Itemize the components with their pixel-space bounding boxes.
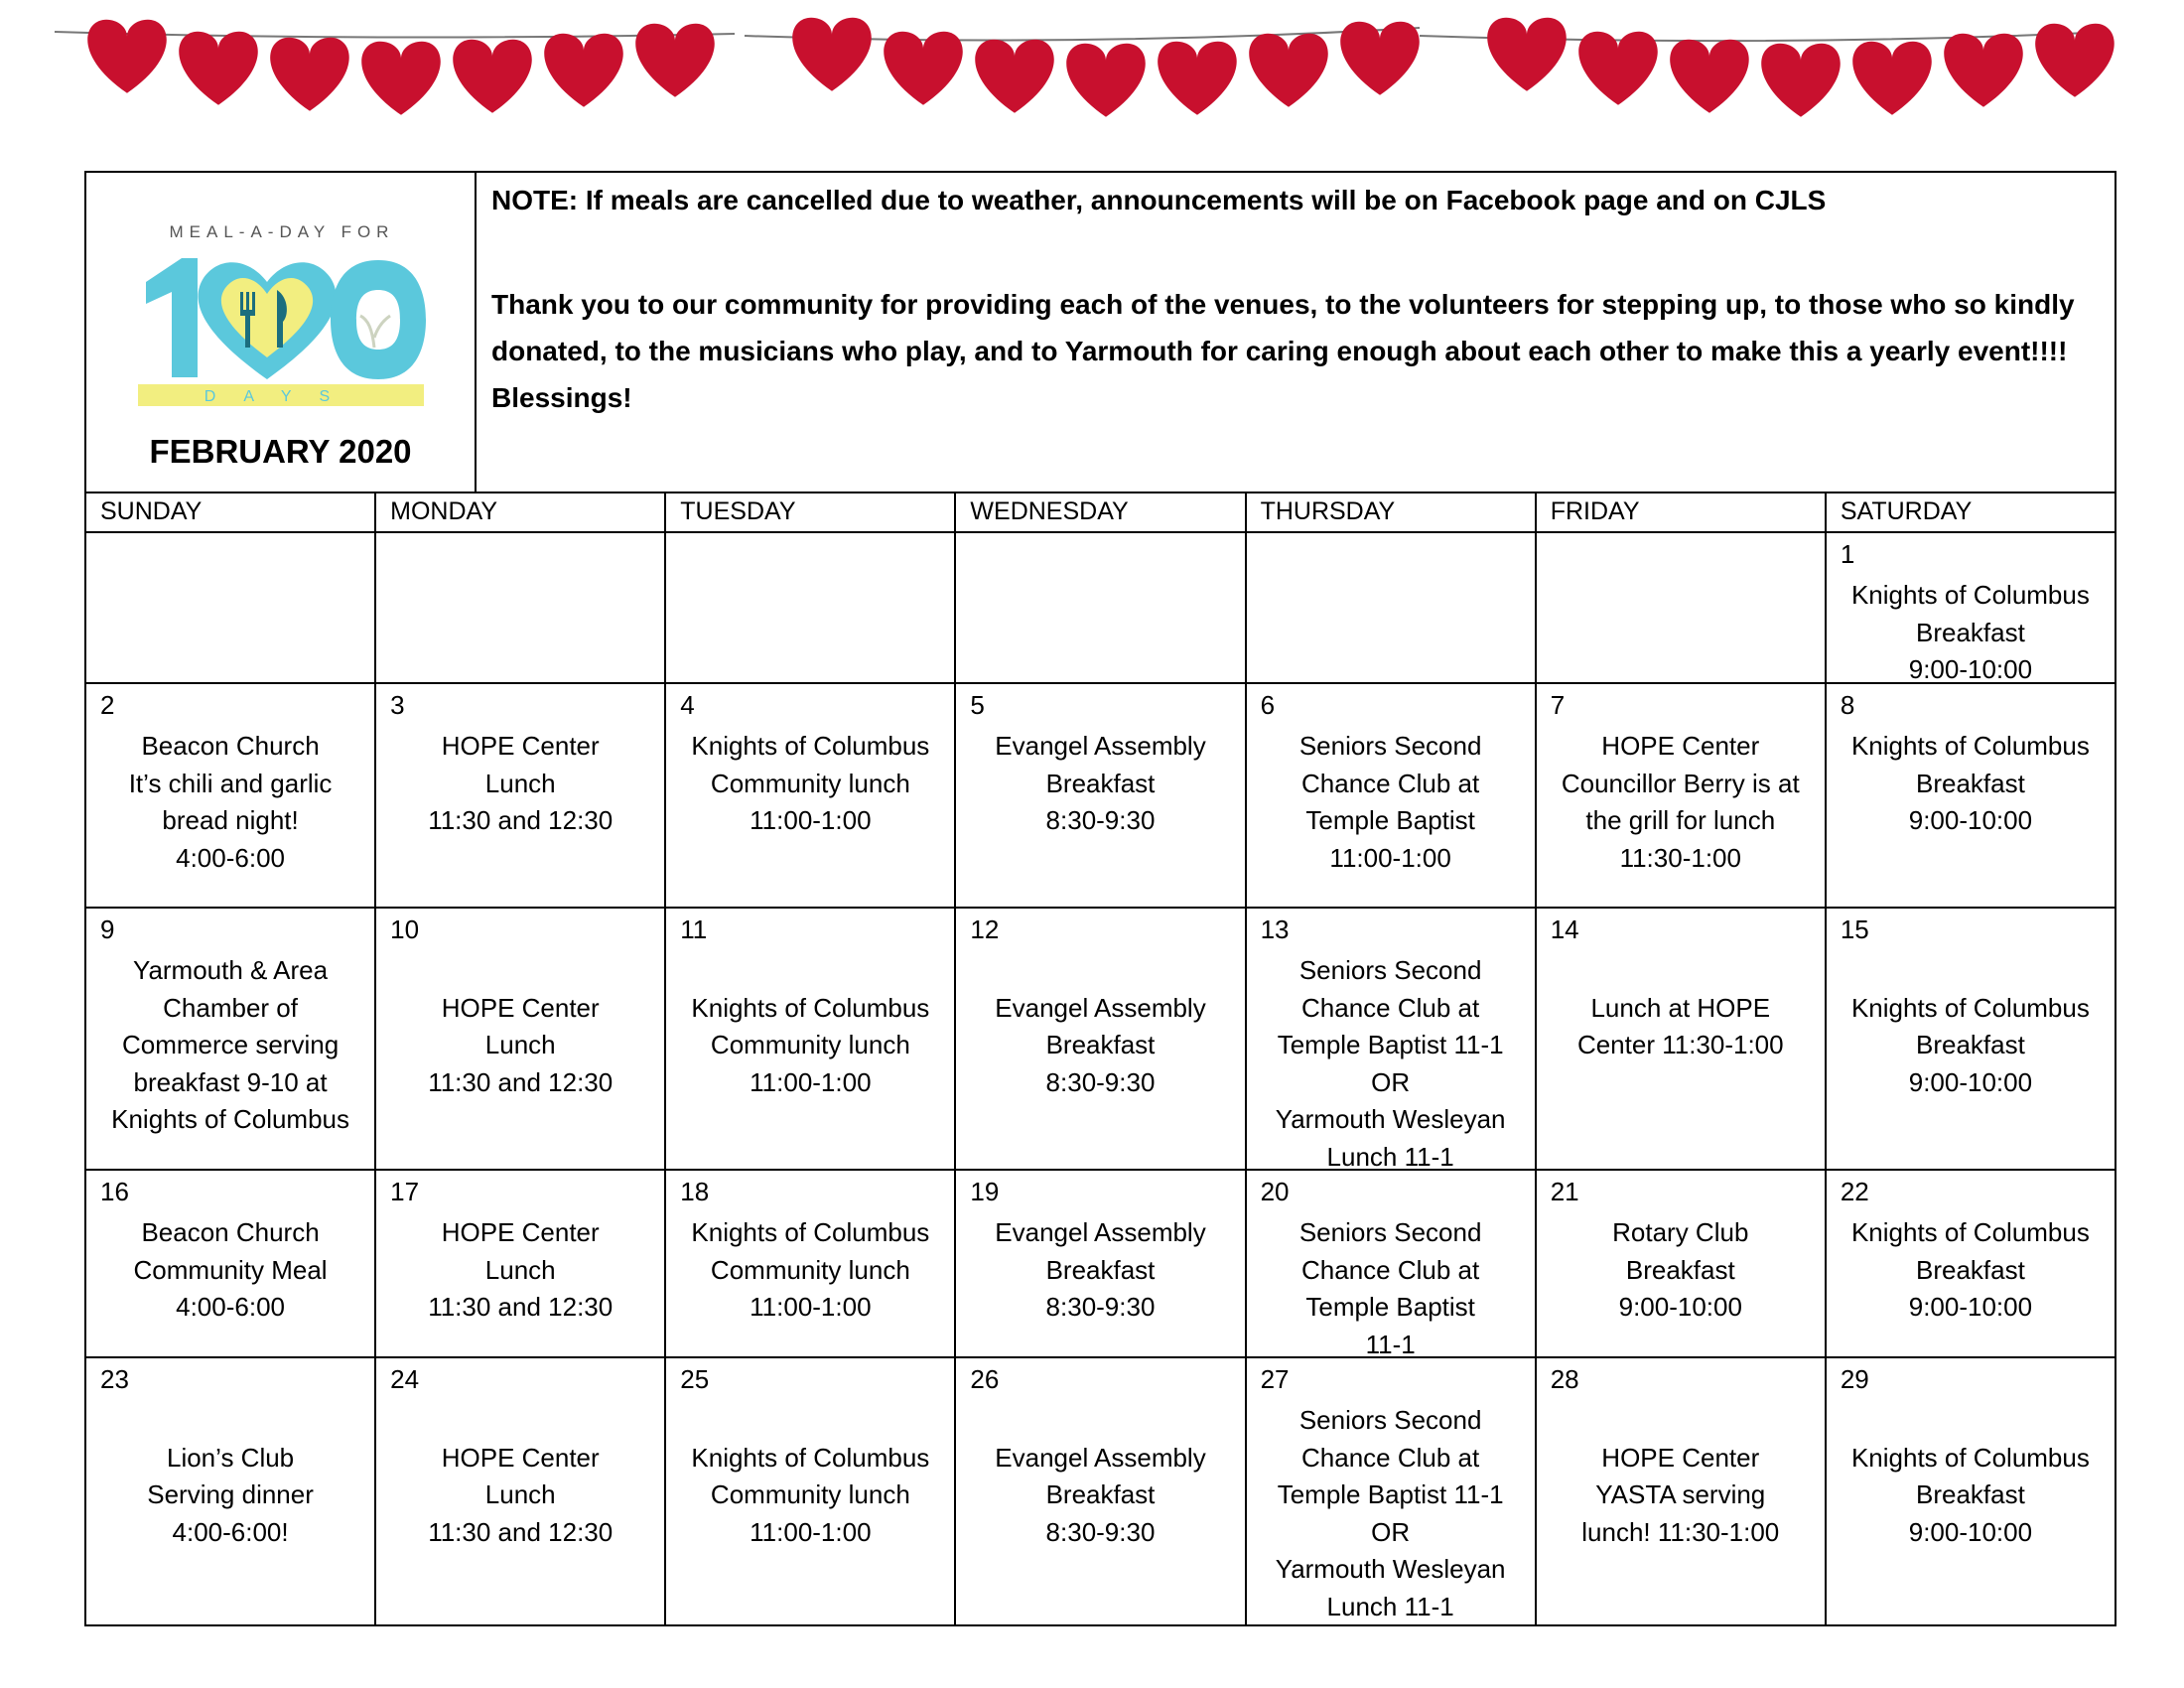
weather-note: NOTE: If meals are cancelled due to weather, announcements will be on Facebook page and on CJLS	[491, 185, 1827, 215]
day-event: Knights of Columbus Breakfast 9:00-10:00	[1850, 731, 2090, 835]
day-event: Lion’s Club Serving dinner 4:00-6:00!	[147, 1442, 314, 1547]
day-number: 9	[100, 914, 115, 944]
day-cell	[666, 684, 956, 907]
day-number: 21	[1550, 1177, 1579, 1206]
day-number: 4	[680, 690, 695, 720]
day-cell	[666, 1358, 956, 1624]
day-cell	[1247, 1171, 1537, 1359]
day-number: 13	[1260, 914, 1290, 944]
day-cell	[86, 1358, 376, 1624]
day-number: 7	[1550, 690, 1566, 720]
day-cell	[666, 909, 956, 1169]
day-cell	[376, 684, 666, 907]
heart-icon	[179, 32, 258, 105]
day-event: Rotary Club Breakfast 9:00-10:00	[1612, 1217, 1749, 1322]
day-event: Beacon Church It’s chili and garlic bread night! 4:00-6:00	[128, 731, 333, 873]
day-number: 11	[680, 914, 708, 944]
day-cell	[1827, 533, 2115, 682]
day-number: 10	[390, 914, 420, 944]
day-event: Evangel Assembly Breakfast 8:30-9:30	[995, 1217, 1206, 1322]
weekday-header-monday: MONDAY	[376, 493, 666, 531]
day-cell	[86, 1171, 376, 1356]
day-event: HOPE Center Lunch 11:30 and 12:30	[428, 731, 614, 835]
calendar-grid	[86, 493, 2115, 1624]
heart-icon	[1761, 44, 1841, 117]
day-event: Yarmouth & Area Chamber of Commerce serving breakfast 9-10 at Knights of Columbus	[111, 955, 350, 1134]
weekday-header-wednesday: WEDNESDAY	[956, 493, 1246, 531]
day-cell	[1827, 684, 2115, 907]
weekday-header-tuesday: TUESDAY	[666, 493, 956, 531]
day-cell	[376, 909, 666, 1169]
day-cell	[666, 533, 956, 682]
day-cell	[1247, 1358, 1537, 1624]
day-number: 29	[1840, 1364, 1869, 1394]
day-event: Knights of Columbus Community lunch 11:00-1:00	[691, 731, 930, 835]
day-event: Knights of Columbus Breakfast 9:00-10:00	[1850, 992, 2090, 1097]
note-cell	[491, 177, 2095, 421]
day-event: Evangel Assembly Breakfast 8:30-9:30	[995, 992, 1206, 1097]
heart-icon	[544, 34, 623, 107]
weekday-header-sunday: SUNDAY	[86, 493, 376, 531]
day-cell	[86, 909, 376, 1169]
logo-digit-one	[146, 258, 198, 377]
day-event: Evangel Assembly Breakfast 8:30-9:30	[995, 1442, 1206, 1547]
day-cell	[376, 1358, 666, 1624]
day-cell	[1537, 909, 1827, 1169]
week-row	[86, 909, 2115, 1171]
week-row	[86, 1358, 2115, 1624]
day-number: 17	[390, 1177, 420, 1206]
day-cell	[1537, 684, 1827, 907]
day-number: 19	[970, 1177, 1000, 1206]
week-row	[86, 533, 2115, 684]
calendar-header-row	[86, 173, 2115, 493]
day-event: HOPE Center Lunch 11:30 and 12:30	[428, 1217, 614, 1322]
day-number: 5	[970, 690, 985, 720]
day-cell	[1247, 909, 1537, 1172]
weekday-header-friday: FRIDAY	[1537, 493, 1827, 531]
weekday-header-row	[86, 493, 2115, 533]
heart-icon	[453, 40, 532, 113]
day-cell	[1537, 1171, 1827, 1356]
day-number: 12	[970, 914, 1000, 944]
day-number: 16	[100, 1177, 129, 1206]
day-cell	[1827, 1171, 2115, 1356]
day-cell	[376, 1171, 666, 1356]
day-number: 28	[1550, 1364, 1579, 1394]
day-number: 20	[1260, 1177, 1290, 1206]
day-event: HOPE Center Lunch 11:30 and 12:30	[428, 992, 614, 1097]
weekday-header-thursday: THURSDAY	[1247, 493, 1537, 531]
heart-icon	[1487, 18, 1567, 91]
day-cell	[376, 533, 666, 682]
heart-icon	[792, 18, 872, 91]
day-number: 25	[680, 1364, 710, 1394]
day-cell	[1537, 533, 1827, 682]
hearts-group	[87, 18, 2115, 117]
month-title: FEBRUARY 2020	[149, 433, 412, 470]
day-number: 2	[100, 690, 115, 720]
heart-icon	[1158, 42, 1237, 115]
heart-icon	[1249, 34, 1328, 107]
heart-icon	[1578, 32, 1658, 105]
day-event: Lunch at HOPE Center 11:30-1:00	[1576, 992, 1784, 1059]
day-event: Seniors Second Chance Club at Temple Baptist 11-1 OR Yarmouth Wesleyan Lunch 11-1	[1275, 1405, 1506, 1621]
heart-icon	[1340, 22, 1420, 95]
day-number: 27	[1260, 1364, 1290, 1394]
heart-icon	[1944, 34, 2023, 107]
thank-you-message: Thank you to our community for providing each of the venues, to the volunteers for stepping up, to those who so kindly donated, to the musicians who play, and to Yarmouth for caring enough about each other to make this a yearly event!!!! Blessings!	[491, 289, 2075, 413]
day-number: 14	[1550, 914, 1579, 944]
day-number: 24	[390, 1364, 420, 1394]
day-cell	[666, 1171, 956, 1356]
day-number: 8	[1840, 690, 1855, 720]
day-event: Knights of Columbus Community lunch 11:00-1:00	[691, 1217, 930, 1322]
day-event: Evangel Assembly Breakfast 8:30-9:30	[995, 731, 1206, 835]
day-number: 23	[100, 1364, 129, 1394]
heart-icon	[1066, 44, 1146, 117]
heart-garland-banner	[0, 0, 2184, 129]
meal-a-day-logo	[138, 220, 426, 409]
heart-icon	[884, 32, 963, 105]
day-event: Seniors Second Chance Club at Temple Baptist 11:00-1:00	[1298, 731, 1482, 873]
day-number: 26	[970, 1364, 1000, 1394]
day-event: Seniors Second Chance Club at Temple Baptist 11-1	[1298, 1217, 1482, 1359]
day-event: Knights of Columbus Breakfast 9:00-10:00	[1850, 1442, 2090, 1547]
day-number: 15	[1840, 914, 1869, 944]
day-event: HOPE Center YASTA serving lunch! 11:30-1:00	[1581, 1442, 1780, 1547]
day-event: Knights of Columbus Community lunch 11:00-1:00	[691, 1442, 930, 1547]
day-cell	[86, 533, 376, 682]
weekday-header-saturday: SATURDAY	[1840, 497, 1973, 525]
day-cell	[956, 533, 1246, 682]
day-event: Beacon Church Community Meal 4:00-6:00	[133, 1217, 328, 1322]
day-cell	[1247, 533, 1537, 682]
day-cell	[1247, 684, 1537, 907]
day-event: Knights of Columbus Breakfast 9:00-10:00	[1850, 580, 2090, 684]
heart-icon	[87, 20, 167, 93]
day-cell	[1537, 1358, 1827, 1624]
day-cell	[956, 684, 1246, 907]
heart-icon	[1670, 40, 1749, 113]
day-cell	[956, 1358, 1246, 1624]
logo-digit-zero	[331, 260, 426, 379]
garland-strings	[55, 28, 2110, 41]
day-event: Knights of Columbus Community lunch 11:00-1:00	[691, 992, 930, 1097]
sprout-icon	[360, 316, 390, 348]
heart-icon	[975, 40, 1054, 113]
day-number: 6	[1260, 690, 1276, 720]
logo-top-text: MEAL-A-DAY FOR	[169, 222, 395, 241]
day-number: 3	[390, 690, 405, 720]
day-number: 1	[1840, 539, 1855, 569]
heart-zero-icon	[199, 262, 337, 379]
day-cell	[86, 684, 376, 907]
day-cell	[1827, 909, 2115, 1169]
logo-cell	[86, 173, 477, 492]
day-event: HOPE Center Councillor Berry is at the grill for lunch 11:30-1:00	[1561, 731, 1800, 873]
heart-icon	[270, 38, 349, 111]
day-cell	[1827, 1358, 2115, 1624]
weeks-container	[86, 533, 2115, 1624]
day-event: Knights of Columbus Breakfast 9:00-10:00	[1850, 1217, 2090, 1322]
heart-icon	[2035, 24, 2115, 97]
week-row	[86, 1171, 2115, 1358]
day-number: 22	[1840, 1177, 1869, 1206]
logo-bottom-text: DAYS	[204, 388, 358, 405]
heart-icon	[1852, 42, 1932, 115]
calendar	[84, 171, 2116, 1626]
day-cell	[956, 1171, 1246, 1356]
day-event: Seniors Second Chance Club at Temple Baptist 11-1 OR Yarmouth Wesleyan Lunch 11-1	[1275, 955, 1506, 1172]
day-event: HOPE Center Lunch 11:30 and 12:30	[428, 1442, 614, 1547]
day-cell	[956, 909, 1246, 1169]
heart-icon	[361, 42, 441, 115]
day-number: 18	[680, 1177, 710, 1206]
week-row	[86, 684, 2115, 909]
